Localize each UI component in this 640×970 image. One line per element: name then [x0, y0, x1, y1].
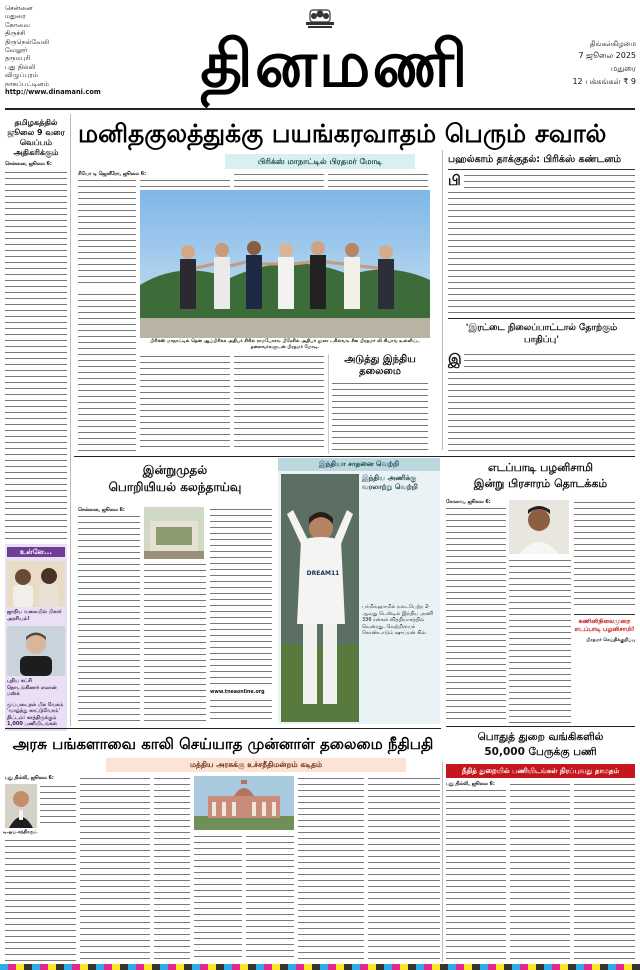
- banks-rule: [446, 726, 635, 727]
- brics-leaders-photo: [140, 190, 430, 338]
- lead-story-col-5: [78, 292, 136, 452]
- edition-name: மதுரை: [610, 64, 636, 73]
- date-box: [540, 40, 636, 92]
- edition-item: கோவை: [5, 20, 30, 29]
- judiciary-col-2: [510, 782, 570, 962]
- edition-item: தருமபுரி: [5, 54, 31, 63]
- issue-date: 7 ஜூலை 2025: [578, 51, 636, 60]
- bungalow-kicker: மத்திய அரசுக்கு உச்சநீதிமன்றம் கடிதம்: [106, 758, 406, 772]
- cricket-kicker: இந்தியா சாதனை வெற்றி: [278, 458, 440, 471]
- sidebar-divider: [70, 114, 71, 726]
- next-india-headline: அடுத்து இந்திய தலைமை: [344, 354, 416, 377]
- edition-list: [5, 4, 110, 96]
- businessman-photo: [7, 626, 65, 676]
- lead-story-col-7: [234, 354, 324, 452]
- banks-headline: [446, 730, 635, 764]
- rain-dateline: சென்னை, ஜூலை 6:: [5, 162, 52, 167]
- engineering-headline: [78, 462, 272, 502]
- bungalow-col-2: [80, 776, 150, 962]
- bungalow-headline: அரசு பங்களாவை காலி செய்யாத முன்னாள் தலைமை நீதிபதி: [12, 735, 434, 753]
- bungalow-col-3: [154, 776, 190, 962]
- edition-item: விழுப்புரம்: [5, 71, 39, 80]
- eps-dateline: கோவை, ஜூலை 6:: [446, 500, 491, 505]
- index-item[interactable]: [7, 561, 65, 622]
- supreme-court-photo: [194, 776, 294, 830]
- pahalgam-headline: பஹல்காம் தாக்குதல்: பிரிக்ஸ் கண்டனம்: [448, 152, 635, 170]
- cricket-caption: பர்மிங்ஹாமில் நடைபெற்ற 2-ஆவது டெஸ்டில் இந்திய அணி 336 ரன்கள் வித்தியாசத்தில் வென்றது. வெற்றியைக் கொண்டாடும் ஷுப்மன் கில்.: [362, 604, 434, 637]
- masthead-rule: [5, 108, 635, 110]
- index-item[interactable]: [7, 626, 65, 698]
- pahalgam-text: [464, 173, 635, 189]
- newspaper-title: தினமணி: [200, 28, 470, 102]
- engineering-col-2: [144, 562, 206, 722]
- engineering-col-4: [210, 698, 272, 722]
- lead-story-col-2: [78, 178, 136, 288]
- engineering-dateline: சென்னை, ஜூலை 6:: [78, 508, 125, 513]
- eps-headline-1: எடப்பாடி பழனிசாமி: [488, 461, 593, 474]
- edition-item: மதுரை: [5, 12, 26, 21]
- edition-item: வேலூர்: [5, 46, 28, 55]
- edition-item: நாகப்பட்டினம்: [5, 79, 49, 88]
- double-standard-headline: 'இரட்டை நிலைப்பாட்டால் தோற்கும் பாதிப்பு': [465, 323, 618, 345]
- pahalgam-text-2: [448, 190, 635, 314]
- pahalgam-dropcap: பி: [448, 173, 461, 189]
- bottom-rule: [5, 728, 441, 729]
- bungalow-col-1a: [40, 784, 76, 828]
- bungalow-col-5: [246, 834, 294, 962]
- jersey-text: DREAM11: [306, 570, 340, 577]
- chief-justice-caption: டி.ஒய்.சந்திரசூட்: [3, 830, 38, 835]
- index-item[interactable]: [7, 702, 65, 728]
- double-standard-dropcap: இ: [448, 352, 462, 368]
- eps-col-2: [446, 548, 506, 724]
- lead-dateline: ரியோ டி ஜெனீரோ, ஜூலை 6:: [78, 172, 146, 177]
- double-standard-text-2: [448, 370, 635, 454]
- rain-story-text: [5, 170, 67, 540]
- engineering-col-1: [78, 514, 140, 722]
- eps-sidebox: [574, 614, 635, 668]
- eps-headline: [446, 460, 635, 496]
- masthead: [0, 0, 640, 110]
- bungalow-dateline: புது தில்லி, ஜூலை 6:: [5, 776, 54, 781]
- eps-col-4: [574, 500, 635, 610]
- lead-headline: மனிதகுலத்துக்கு பயங்கரவாதம் பெரும் சவால்: [78, 119, 607, 148]
- counselling-venue-photo: [144, 507, 204, 559]
- index-caption: மூப்படைதல் மிக வேகம் 'வாழ்ந்து காட்டுவோம்' திட்டம்: காத்திருக்கும் 1,000 பணியிடங்கள்: [7, 701, 64, 727]
- judiciary-col-3: [574, 782, 635, 962]
- judiciary-headline: நீதித் துறையில் பணியிடங்கள் நிரப்புவது தாமதம்: [446, 764, 635, 778]
- edition-item: புது தில்லி: [5, 62, 36, 71]
- website-link[interactable]: http://www.dinamani.com: [5, 88, 101, 97]
- chief-justice-photo: [5, 784, 37, 828]
- next-india-text: [332, 381, 428, 453]
- row-rule: [74, 456, 635, 457]
- index-box: [5, 544, 67, 731]
- cricket-headline: இந்திய அணிக்கு வரலாற்று வெற்றி: [362, 474, 418, 491]
- bungalow-col-7: [368, 776, 440, 962]
- edition-item: திருநெல்வேலி: [5, 37, 50, 46]
- bungalow-col-1b: [5, 838, 76, 962]
- eps-side-byline: பிரதமர் செய்திக்குறிப்பு: [586, 638, 635, 643]
- right-divider: [442, 150, 443, 450]
- registration-bar: [0, 964, 640, 970]
- politician-photo: [7, 561, 65, 607]
- edition-item: திருச்சி: [5, 29, 26, 38]
- eps-headline-2: இன்று பிரசாரம் தொடக்கம்: [473, 477, 608, 490]
- engineering-col-3: [210, 507, 272, 687]
- rain-headline: தமிழகத்தில் ஜூலை 9 வரை வெப்பம் அதிகரிக்கும்: [7, 118, 65, 157]
- bungalow-col-4: [194, 834, 242, 962]
- judiciary-col-1: [446, 788, 506, 962]
- eps-portrait: [509, 500, 569, 554]
- lead-photo-caption: பிரிக்ஸ் மாநாட்டில் தென் ஆப்பிரிக்க அதிபர் சிரில் ராமபோசா, பிரேசில் அதிபர் லுலா டசில்வா, சீன பிரதமர் லி கியாங் உள்ளிட்ட தலைவர்களுடன் பிரதமர் மோடி.: [150, 339, 420, 350]
- next-india-box: [328, 354, 428, 454]
- lead-story-col-6: [140, 354, 230, 452]
- eps-col-3: [509, 558, 571, 724]
- engineering-website[interactable]: www.tneaonline.org: [210, 690, 265, 695]
- double-standard-text: [464, 352, 635, 368]
- index-caption: புதிய கட்சி தொடங்கினார் எலான் மஸ்க்: [7, 678, 57, 697]
- cricketer-photo: [281, 474, 359, 722]
- pahalgam-rule: [448, 318, 635, 319]
- judiciary-divider: [442, 762, 443, 962]
- eps-col-1: [446, 506, 506, 546]
- judiciary-dateline: புது தில்லி, ஜூலை 6:: [446, 782, 495, 787]
- lead-kicker: பிரிக்ஸ் மாநாட்டில் பிரதமர் மோடி: [225, 154, 415, 169]
- banks-headline-2: 50,000 பேருக்கு பணி: [484, 746, 597, 758]
- eps-side-headline: கணினிநிலைமுறை எடப்பாடி பழனிசாமி!: [574, 618, 635, 633]
- engineering-headline-1: இன்றுமுதல்: [142, 463, 208, 477]
- pages-price: 12 பக்கங்கள் ₹ 9: [572, 77, 636, 86]
- weekday: திங்கள்கிழமை: [589, 40, 636, 48]
- index-title: உள்ளே...: [7, 547, 65, 557]
- engineering-headline-2: பொறியியல் கலந்தாய்வு: [108, 480, 242, 494]
- bungalow-col-6: [298, 776, 364, 962]
- edition-item: சென்னை: [5, 4, 33, 12]
- index-caption: ஜாதிய வலையில் பிகார் அரசியல்!: [7, 609, 62, 622]
- banks-headline-1: பொதுத் துறை வங்கிகளில்: [477, 731, 604, 743]
